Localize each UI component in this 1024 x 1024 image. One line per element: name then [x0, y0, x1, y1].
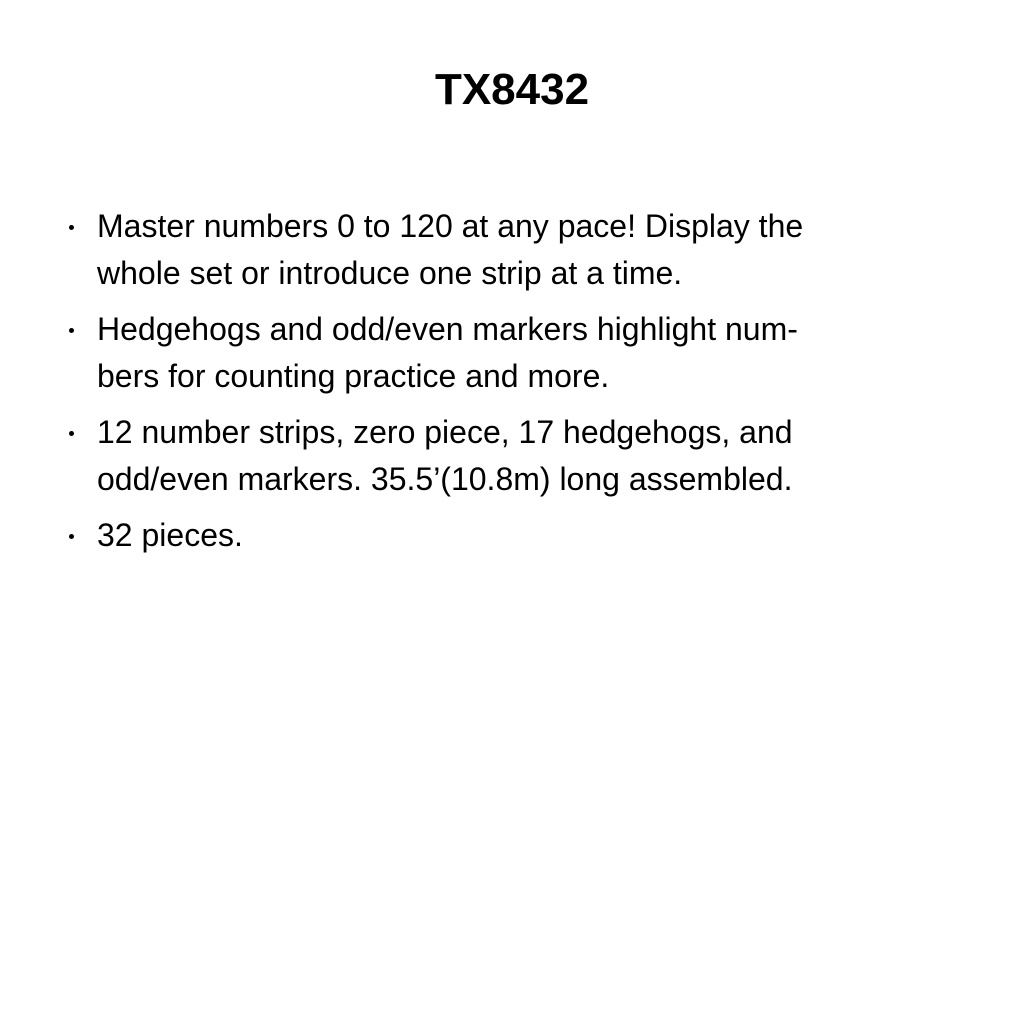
list-item-text: Hedgehogs and odd/even markers highlight num- bers for counting practice and more. [97, 311, 798, 394]
list-item [60, 306, 940, 400]
feature-list [60, 203, 940, 568]
list-item [60, 203, 940, 297]
list-item [60, 512, 940, 559]
bullet-icon [69, 534, 74, 539]
bullet-icon [69, 328, 74, 333]
list-item-text: Master numbers 0 to 120 at any pace! Display the whole set or introduce one strip at a time. [97, 208, 804, 291]
page-title: TX8432 [434, 65, 590, 114]
list-item-text: 32 pieces. [97, 517, 243, 553]
list-item-text: 12 number strips, zero piece, 17 hedgehogs, and odd/even markers. 35.5’(10.8m) long assembled. [97, 414, 793, 497]
bullet-icon [69, 431, 74, 436]
bullet-icon [69, 225, 74, 230]
list-item [60, 409, 940, 503]
